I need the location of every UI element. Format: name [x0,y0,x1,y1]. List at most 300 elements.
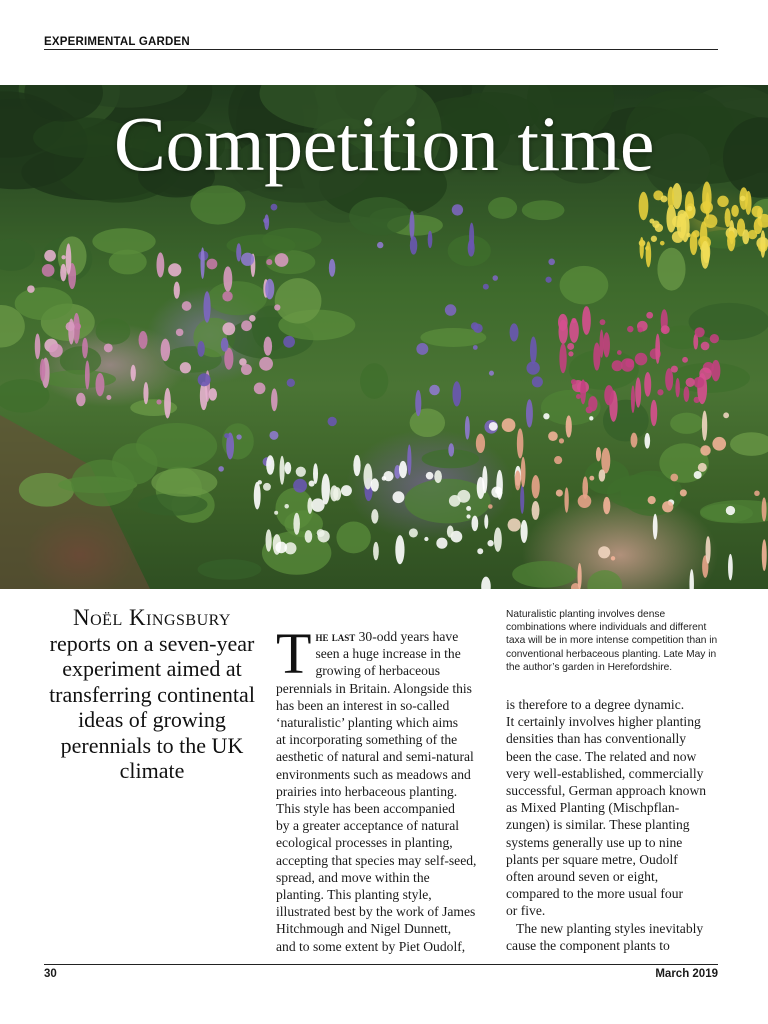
flower-spike [631,433,638,448]
flower-bloom [704,214,718,228]
body-line: and to some extent by Piet Oudolf, [276,938,466,954]
flower-spike [578,563,582,589]
section-label: EXPERIMENTAL GARDEN [44,36,190,48]
flower-spike [604,385,613,405]
flower-bloom [168,263,181,276]
body-line: The new planting styles inevitably [506,920,704,936]
flower-bloom [436,538,447,549]
flower-bloom [617,350,622,355]
flower-spike [635,377,641,407]
author-name: Noël Kingsbury [73,605,231,630]
flower-spike [415,390,421,416]
flower-spike [353,455,360,476]
flower-spike [68,319,74,345]
leaf-cluster [96,318,131,345]
flower-spike [754,218,763,234]
flower-spike [307,498,312,514]
flower-spike [264,214,269,230]
flower-bloom [740,196,746,202]
flower-spike [706,536,711,564]
leaf-cluster [349,197,411,236]
flower-bloom [266,259,272,265]
flower-spike [96,373,105,396]
flower-spike [161,339,170,362]
flower-spike [603,332,610,357]
flower-bloom [660,241,665,246]
flower-bloom [254,382,266,394]
flower-bloom [695,327,705,337]
flower-spike [131,365,136,382]
flower-spike [266,529,272,552]
flower-spike [742,229,749,244]
flower-spike [582,306,591,335]
flower-spike [517,428,524,458]
flower-bloom [275,253,289,267]
body-line: zungen) is similar. These planting [506,817,690,833]
flower-bloom [612,360,623,371]
body-line: often around seven or eight, [506,869,659,885]
flower-spike [293,513,300,535]
flower-spike [706,192,710,219]
flower-bloom [578,494,592,508]
flower-spike [174,282,180,299]
flower-spike [221,338,229,352]
flower-spike [76,393,85,406]
footer-rule [44,964,718,965]
leaf-cluster [522,200,565,220]
flower-bloom [311,498,324,511]
flower-bloom [567,343,574,350]
flower-spike [760,230,765,258]
body-line: has been an interest in so-called [276,697,450,713]
flower-bloom [589,416,593,420]
flower-spike [596,447,601,461]
flower-spike [280,456,285,485]
flower-spike [564,487,568,512]
leaf-cluster [208,281,267,315]
flower-spike [35,333,41,359]
flower-spike [452,381,461,406]
flower-bloom [694,471,702,479]
flower-spike [762,497,767,521]
flower-bloom [274,511,278,515]
body-line: systems generally use up to nine [506,834,683,850]
leaf-cluster [190,185,245,224]
flower-bloom [236,434,241,439]
leaf-cluster [198,559,262,580]
flower-bloom [556,490,563,497]
flower-spike [321,474,330,505]
flower-spike [200,247,204,279]
flower-bloom [49,344,63,358]
flower-bloom [309,480,315,486]
leaf-cluster [587,570,622,589]
flower-bloom [488,504,493,509]
leaf-cluster [0,239,35,271]
flower-bloom [661,196,668,203]
flower-spike [532,475,540,499]
lead-in-caps: he last [315,629,356,644]
flower-spike [371,509,378,523]
flower-bloom [568,351,573,356]
body-line: environments such as meadows and [276,766,471,782]
flower-bloom [611,556,615,560]
flower-spike [515,470,521,490]
body-line: ecological processes in planting, [276,835,453,851]
leaf-cluster [360,363,388,399]
flower-bloom [646,312,653,319]
flower-bloom [661,325,670,334]
flower-bloom [589,476,594,481]
brick-path [0,415,150,589]
flower-bloom [429,385,440,396]
flower-bloom [198,373,211,386]
flower-spike [139,331,148,349]
body-line: Hitchmough and Nigel Dunnett, [276,921,452,937]
flower-spike [482,466,487,494]
flower-spike [476,434,485,453]
flower-spike [593,342,600,370]
flower-spike [727,231,735,252]
leaf-cluster [275,278,322,324]
flower-bloom [382,476,387,481]
body-line: perennials in Britain. Alongside this [276,680,472,696]
flower-spike [409,211,414,240]
flower-bloom [287,379,295,387]
drop-cap: T [276,621,312,686]
flower-bloom [571,318,576,323]
body-column-1 [276,621,486,955]
flower-bloom [271,204,278,211]
flower-spike [521,457,526,487]
flower-bloom [74,323,81,330]
flower-spike [465,416,470,440]
leaf-cluster [92,228,155,254]
flower-bloom [670,474,678,482]
flower-bloom [576,394,581,399]
flower-bloom [409,528,418,537]
flower-bloom [726,506,735,515]
flower-bloom [559,438,564,443]
flower-spike [684,386,690,402]
body-line: It certainly involves higher planting [506,714,701,730]
flower-bloom [249,315,256,322]
flower-bloom [717,196,728,207]
flower-spike [223,266,232,291]
flower-spike [481,577,491,589]
flower-bloom [274,304,280,310]
flower-bloom [416,343,428,355]
flower-bloom [241,364,252,375]
flower-spike [82,338,88,359]
flower-spike [631,385,635,413]
flower-bloom [492,275,498,281]
body-line: compared to the more usual four [506,886,684,902]
flower-spike [668,187,675,210]
flower-spike [395,535,404,564]
flower-bloom [218,466,224,472]
flower-bloom [502,418,516,432]
flower-spike [675,378,680,397]
flower-bloom [377,242,383,248]
flower-bloom [554,456,562,464]
body-line: very well-established, commercially [506,765,704,781]
body-line: is therefore to a degree dynamic. [506,697,685,712]
flower-bloom [473,324,482,333]
body-line: or five. [506,903,546,919]
flower-bloom [648,496,656,504]
flower-bloom [222,322,235,335]
flower-spike [266,455,274,474]
body-line: as Mixed Planting (Mischpflan- [506,800,680,816]
body-line: been the case. The related and now [506,748,697,764]
body-column-2 [506,696,718,954]
flower-spike [530,337,537,364]
flower-bloom [156,399,161,404]
flower-spike [285,462,292,474]
flower-spike [156,252,164,277]
leaf-cluster [112,443,158,485]
body-line: densities than has conventionally [506,731,687,747]
flower-bloom [263,483,271,491]
header-rule [44,49,718,50]
flower-spike [264,337,273,356]
body-line: planting. This planting style, [276,887,432,903]
leaf-cluster [43,370,116,388]
body-line: by a greater acceptance of natural [276,818,460,834]
flower-spike [271,388,278,411]
flower-bloom [452,204,463,215]
flower-spike [40,359,45,382]
flower-bloom [283,336,295,348]
flower-bloom [680,489,687,496]
leaf-cluster [138,493,208,515]
flower-bloom [700,445,710,455]
flower-spike [566,415,572,437]
leaf-cluster [336,521,370,553]
page-number: 30 [44,968,57,980]
flower-bloom [532,376,543,387]
leaf-cluster [15,287,73,320]
flower-bloom [621,358,634,371]
flower-spike [520,485,524,514]
flower-bloom [317,529,325,537]
flower-bloom [687,206,692,211]
flower-bloom [284,504,289,509]
leaf-cluster [151,468,217,497]
body-line: spread, and move within the [276,869,430,885]
flower-spike [639,192,649,220]
flower-bloom [662,501,673,512]
flower-bloom [723,412,729,418]
body-line: successful, German approach known [506,783,707,799]
flower-bloom [545,277,551,283]
flower-spike [410,236,417,254]
flower-bloom [466,506,471,511]
flower-bloom [657,389,663,395]
flower-bloom [651,236,657,242]
leaf-cluster [560,266,609,305]
flower-bloom [627,326,633,332]
standfirst-text: reports on a seven-year experiment aimed at transferring continental ideas of growing perennials to the UK climate [49,630,255,783]
flower-bloom [752,206,763,217]
flower-bloom [483,284,489,290]
flower-bloom [754,490,760,496]
flower-bloom [543,413,549,419]
flower-spike [484,514,488,529]
flower-bloom [710,334,719,343]
flower-bloom [296,467,306,477]
flower-bloom [258,480,262,484]
flower-bloom [477,548,483,554]
flower-spike [66,243,72,274]
flower-spike [373,542,379,560]
flower-bloom [393,491,405,503]
body-line: seen a huge increase in the [315,646,461,662]
body-line: at incorporating something of the [276,732,458,748]
flower-bloom [598,546,610,558]
flower-spike [305,530,313,543]
article-title: Competition time [113,100,655,187]
flower-spike [526,399,533,427]
flower-bloom [44,250,56,262]
flower-bloom [224,433,229,438]
flower-spike [689,569,693,589]
flower-bloom [61,255,65,259]
leaf-cluster [0,379,50,413]
body-line: plants per square metre, Oudolf [506,851,678,867]
flower-spike [646,241,652,267]
flower-bloom [207,259,218,270]
flower-bloom [176,329,184,337]
body-line: illustrated best by the work of James [276,904,476,920]
flower-bloom [259,357,273,371]
leaf-cluster [410,409,445,437]
flower-bloom [27,285,35,293]
flower-bloom [269,431,278,440]
flower-spike [164,388,171,419]
flower-bloom [682,357,688,363]
flower-spike [702,411,707,441]
flower-bloom [241,253,254,266]
flower-spike [650,400,657,426]
flower-spike [265,279,274,300]
flower-bloom [489,371,494,376]
flower-spike [532,501,540,520]
flower-spike [728,554,733,581]
flower-spike [731,205,739,217]
flower-spike [448,443,454,456]
flower-spike [197,341,204,357]
leaf-cluster [657,248,685,291]
flower-bloom [671,366,678,373]
body-line: aesthetic of natural and semi-natural [276,749,474,765]
flower-bloom [635,353,648,366]
flower-spike [313,463,318,484]
flower-bloom [328,417,337,426]
flower-bloom [42,264,55,277]
flower-spike [701,241,710,269]
flower-spike [203,291,210,322]
body-line: ‘naturalistic’ planting which aims [276,715,459,731]
flower-bloom [466,514,470,518]
flower-spike [521,520,528,543]
flower-spike [407,445,411,476]
flower-spike [468,239,475,256]
flower-bloom [686,378,695,387]
flower-spike [559,320,568,344]
flower-spike [208,388,217,400]
flower-spike [428,231,433,248]
leaf-cluster [512,561,577,588]
flower-bloom [426,472,434,480]
flower-spike [640,237,644,259]
leaf-cluster [488,197,517,219]
flower-spike [762,539,767,571]
flower-bloom [180,362,191,373]
flower-bloom [712,437,726,451]
flower-spike [655,334,660,364]
flower-spike [447,526,454,538]
flower-bloom [222,291,232,301]
flower-bloom [104,343,113,352]
photo-caption: Naturalistic planting involves dense combinations where individuals and different taxa will be in more intense competition than in conventional herbaceous planting. Late May in the author’s garden in Herefordshire. [506,609,718,673]
body-line: This style has been accompanied [276,801,455,817]
flower-spike [588,396,597,411]
flower-bloom [508,518,521,531]
flower-spike [600,329,604,357]
leaf-cluster [730,432,768,456]
flower-spike [85,361,90,390]
flower-bloom [275,542,287,554]
flower-bloom [548,259,555,266]
flower-spike [603,497,610,514]
standfirst [44,605,260,784]
flower-bloom [548,431,558,441]
flower-spike [599,469,606,481]
flower-bloom [600,319,606,325]
body-line: he last 30-odd years have [315,629,459,644]
flower-spike [510,323,519,341]
body-line: growing of herbaceous [315,663,441,679]
flower-spike [644,372,651,397]
flower-spike [333,487,341,501]
flower-spike [236,243,241,261]
flower-spike [580,379,586,404]
flower-spike [644,433,650,449]
flower-spike [371,478,379,491]
flower-spike [494,527,502,551]
flower-bloom [341,485,352,496]
flower-bloom [445,304,456,315]
issue-date: March 2019 [655,968,718,980]
flower-spike [399,461,407,478]
flower-bloom [473,345,478,350]
flower-spike [434,470,442,483]
flower-spike [60,264,66,281]
flower-bloom [495,487,502,494]
flower-spike [559,343,566,373]
flower-spike [254,482,261,510]
flower-bloom [241,320,252,331]
body-line: prairies into herbaceous planting. [276,783,458,799]
flower-bloom [489,422,498,431]
flower-bloom [293,479,307,493]
flower-bloom [638,327,643,332]
flower-bloom [526,361,539,374]
flower-bloom [487,540,493,546]
column-2-text [506,696,718,954]
